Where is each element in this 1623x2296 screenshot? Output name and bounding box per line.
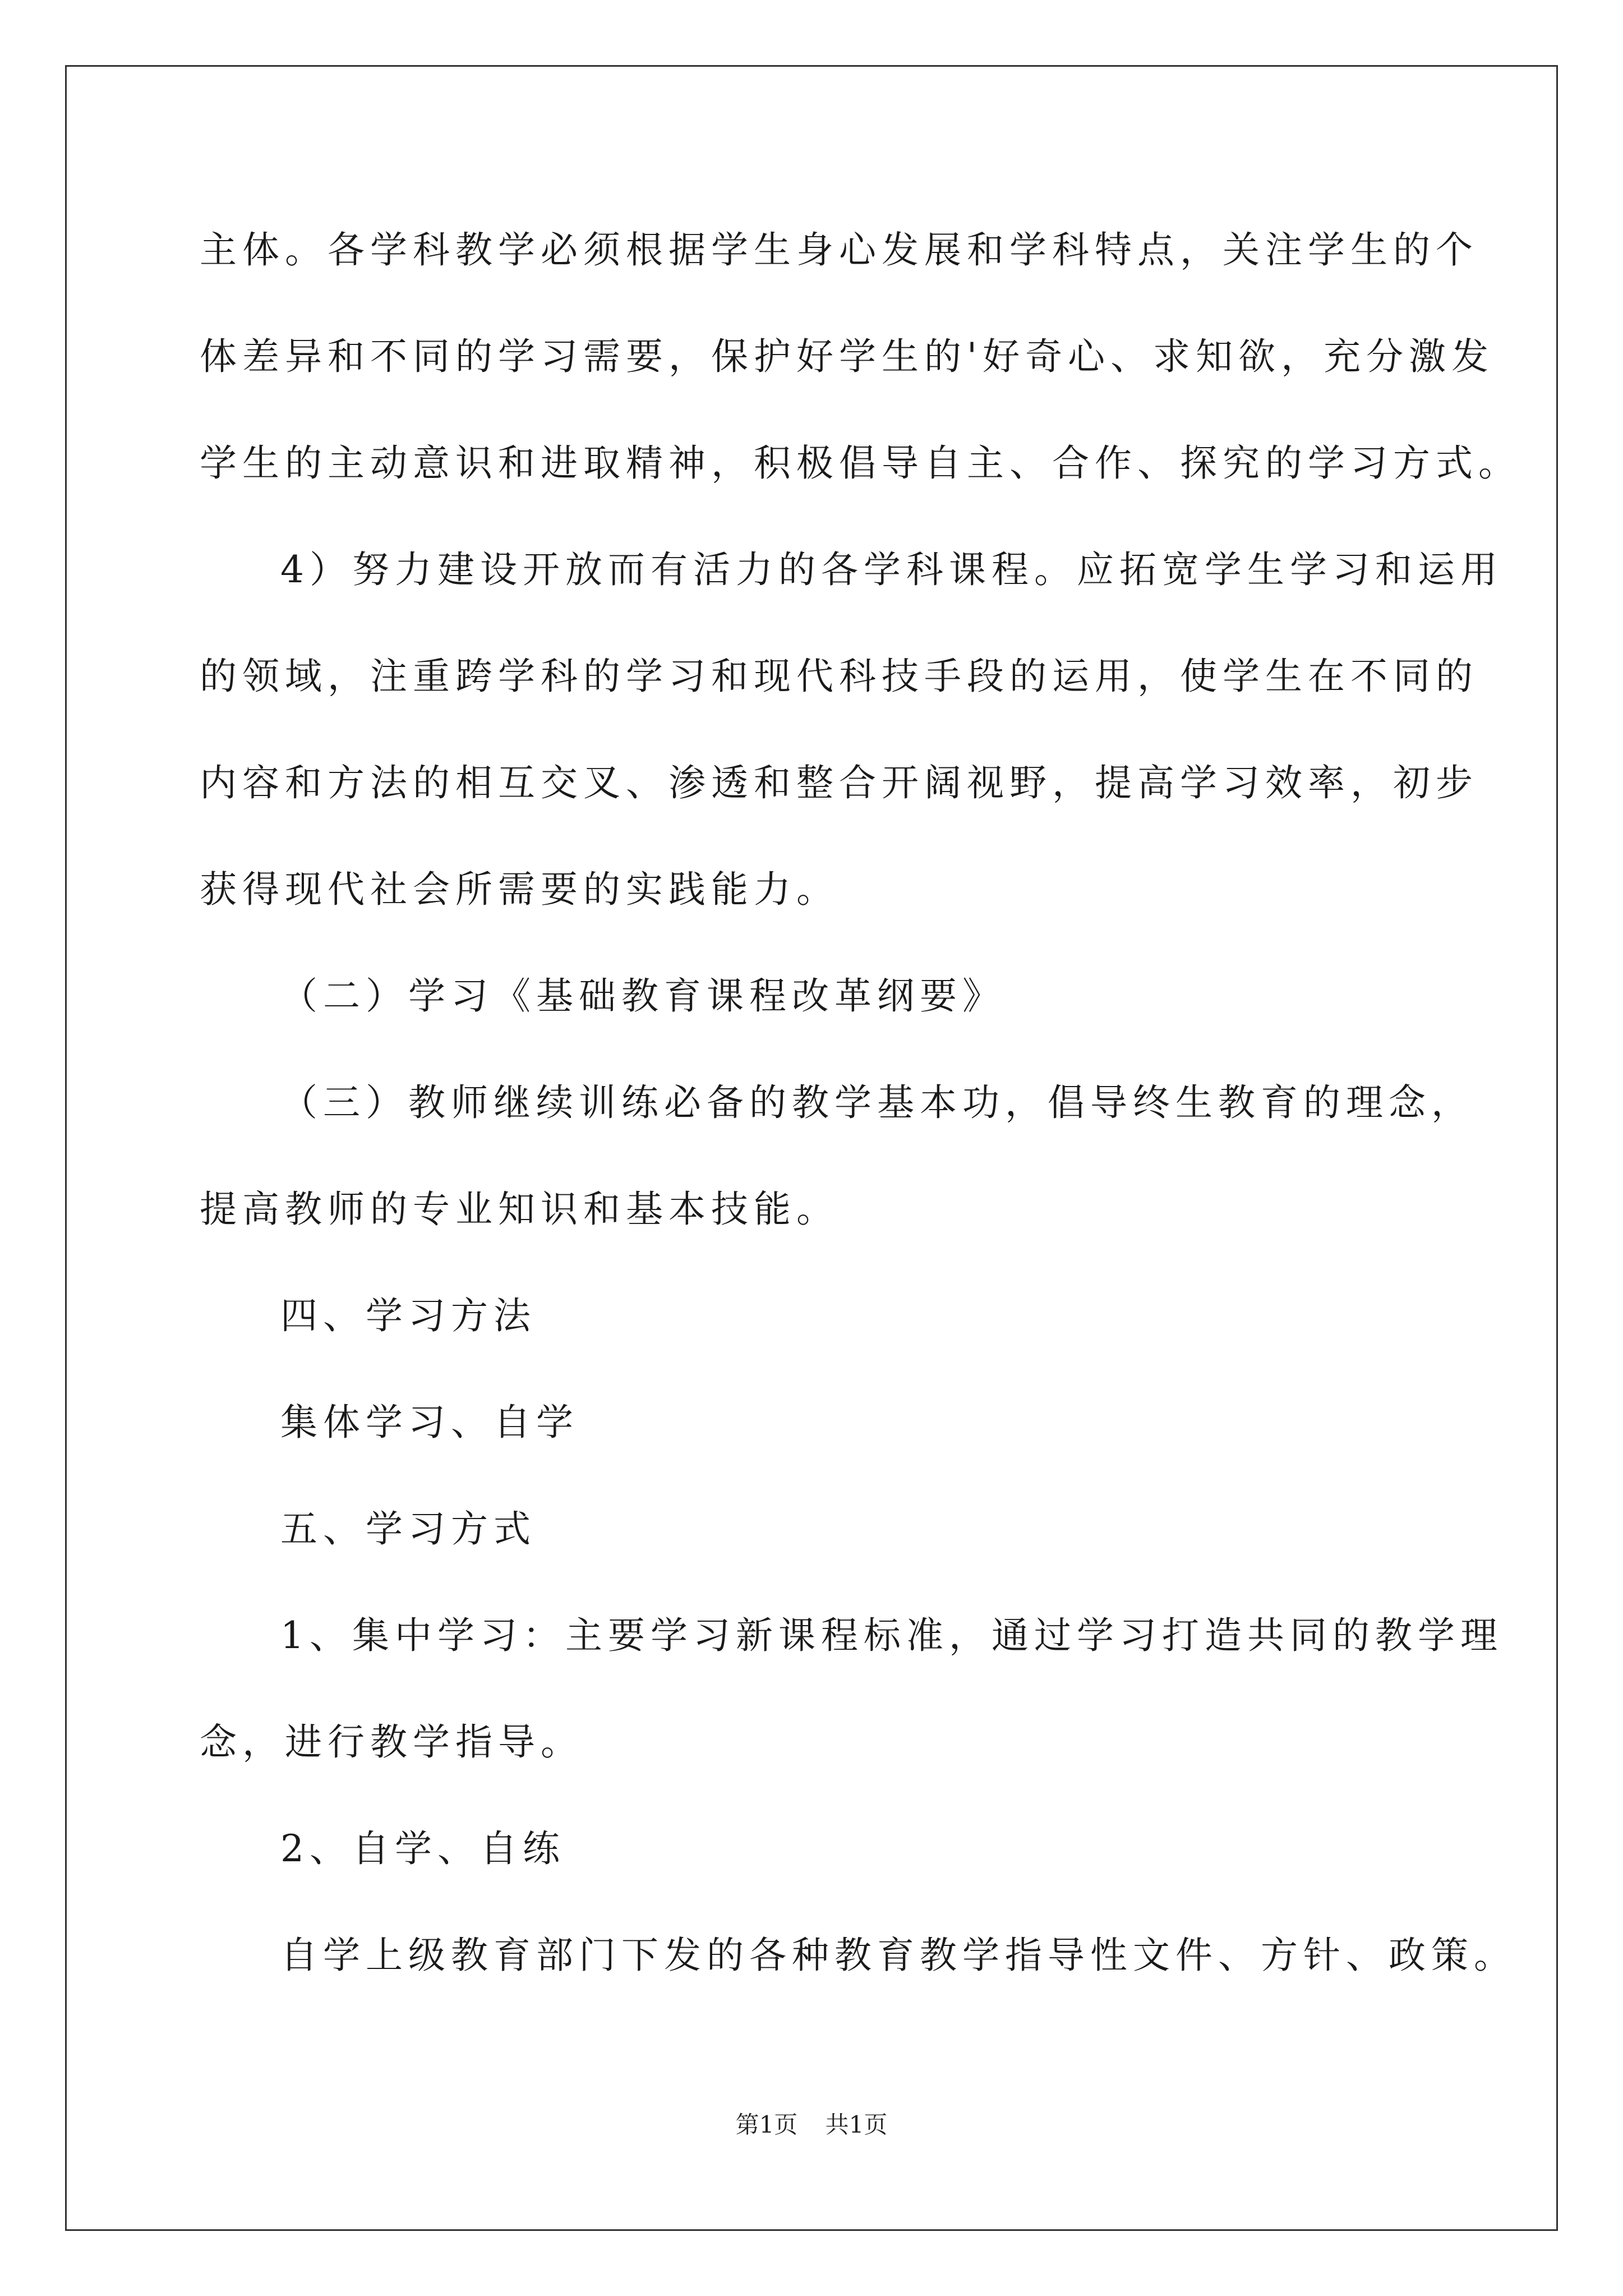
section-heading: （三）教师继续训练必备的教学基本功，倡导终生教育的理念， bbox=[280, 1081, 1474, 1124]
text-line: 主体。各学科教学必须根据学生身心发展和学科特点，关注学生的个 bbox=[200, 228, 1478, 272]
section-heading: （二）学习《基础教育课程改革纲要》 bbox=[280, 974, 1005, 1018]
text-line: 的领域，注重跨学科的学习和现代科技手段的运用，使学生在不同的 bbox=[200, 655, 1478, 698]
text-line: 集体学习、自学 bbox=[280, 1401, 579, 1444]
section-heading: 四、学习方法 bbox=[280, 1294, 536, 1337]
text-line: 提高教师的专业知识和基本技能。 bbox=[200, 1188, 839, 1231]
text-line: 内容和方法的相互交叉、渗透和整合开阔视野，提高学习效率，初步 bbox=[200, 761, 1478, 804]
text-line: 学生的主动意识和进取精神，积极倡导自主、合作、探究的学习方式。 bbox=[200, 441, 1521, 485]
page-border bbox=[65, 65, 1558, 2231]
text-line: 1、集中学习：主要学习新课程标准，通过学习打造共同的教学理 bbox=[280, 1614, 1503, 1657]
page-total: 共1页 bbox=[825, 2111, 888, 2138]
text-line: 体差异和不同的学习需要，保护好学生的'好奇心、求知欲，充分激发 bbox=[200, 335, 1495, 378]
text-line: 念，进行教学指导。 bbox=[200, 1720, 583, 1764]
text-line: 2、自学、自练 bbox=[280, 1827, 565, 1870]
section-heading: 五、学习方式 bbox=[280, 1507, 536, 1550]
page-footer bbox=[0, 2111, 1623, 2139]
text-line: 4）努力建设开放而有活力的各学科课程。应拓宽学生学习和运用 bbox=[280, 548, 1503, 591]
text-line: 获得现代社会所需要的实践能力。 bbox=[200, 868, 839, 911]
page-number: 第1页 bbox=[735, 2111, 798, 2138]
text-line: 自学上级教育部门下发的各种教育教学指导性文件、方针、政策。 bbox=[280, 1934, 1516, 1977]
